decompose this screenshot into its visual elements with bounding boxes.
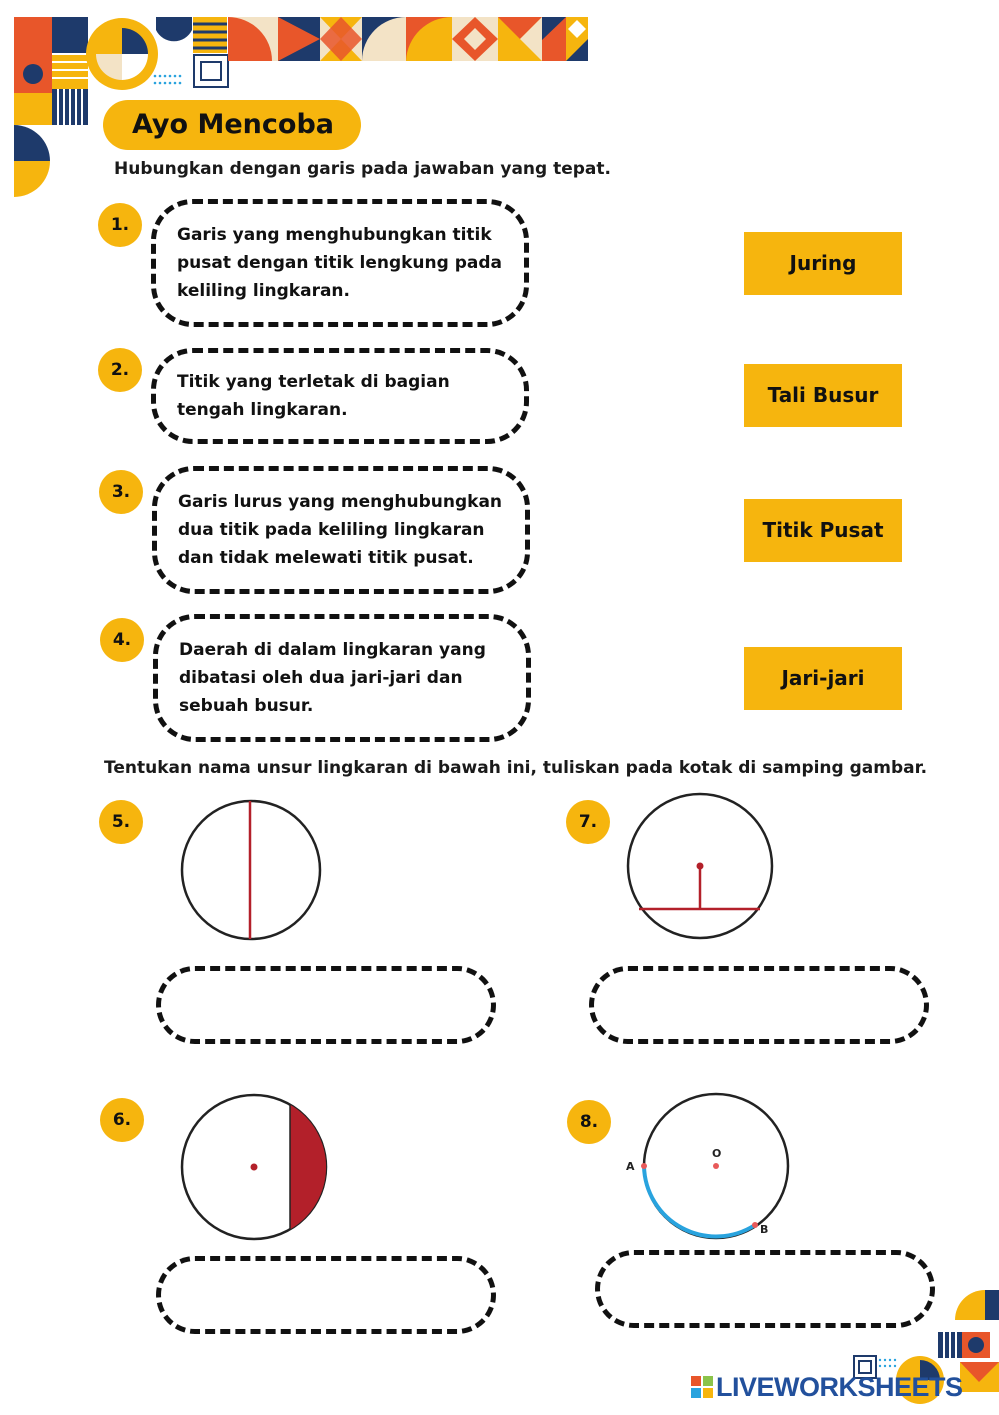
point-b <box>752 1222 758 1228</box>
answer-juring[interactable]: Juring <box>744 232 902 295</box>
figure-number-8: 8. <box>567 1100 611 1144</box>
question-text-1: Garis yang menghubungkan titik pusat dengan titik lengkung pada keliling lingkaran. <box>177 225 503 301</box>
page-title: Ayo Mencoba <box>103 100 361 150</box>
instruction-matching: Hubungkan dengan garis pada jawaban yang tepat. <box>114 159 611 179</box>
point-a <box>641 1163 647 1169</box>
figure-number-6: 6. <box>100 1098 144 1142</box>
liveworksheets-logo <box>690 1372 963 1403</box>
question-text-4: Daerah di dalam lingkaran yang dibatasi oleh dua jari-jari dan sebuah busur. <box>179 640 486 716</box>
circle-arc-figure <box>618 1086 798 1248</box>
circle-segment-figure <box>178 1092 330 1242</box>
question-number-4: 4. <box>100 618 144 662</box>
question-box-1[interactable] <box>151 199 529 327</box>
question-number-1: 1. <box>98 203 142 247</box>
circle-diameter-figure <box>176 795 326 945</box>
circle-chord-figure <box>622 790 778 946</box>
figure-number-5: 5. <box>99 800 143 844</box>
question-number-2: 2. <box>98 348 142 392</box>
logo-text: LIVEWORKSHEETS <box>716 1372 963 1402</box>
label-o: O <box>712 1147 722 1160</box>
answer-titik-pusat[interactable]: Titik Pusat <box>744 499 902 562</box>
liveworksheets-logo-icon <box>690 1375 714 1399</box>
answer-input-5[interactable] <box>156 966 496 1044</box>
answer-input-6[interactable] <box>156 1256 496 1334</box>
question-text-2: Titik yang terletak di bagian tengah lingkaran. <box>177 372 450 420</box>
question-box-3[interactable] <box>152 466 530 594</box>
answer-input-7[interactable] <box>589 966 929 1044</box>
question-box-2[interactable] <box>151 348 529 444</box>
question-box-4[interactable] <box>153 614 531 742</box>
point-o <box>713 1163 719 1169</box>
question-text-3: Garis lurus yang menghubungkan dua titik pada keliling lingkaran dan tidak melewati titik pusat. <box>178 492 503 568</box>
answer-tali-busur[interactable]: Tali Busur <box>744 364 902 427</box>
label-b: B <box>760 1223 769 1236</box>
label-a: A <box>626 1160 635 1173</box>
question-number-3: 3. <box>99 470 143 514</box>
answer-jari-jari[interactable]: Jari-jari <box>744 647 902 710</box>
figure-number-7: 7. <box>566 800 610 844</box>
instruction-naming: Tentukan nama unsur lingkaran di bawah ini, tuliskan pada kotak di samping gambar. <box>104 758 928 778</box>
